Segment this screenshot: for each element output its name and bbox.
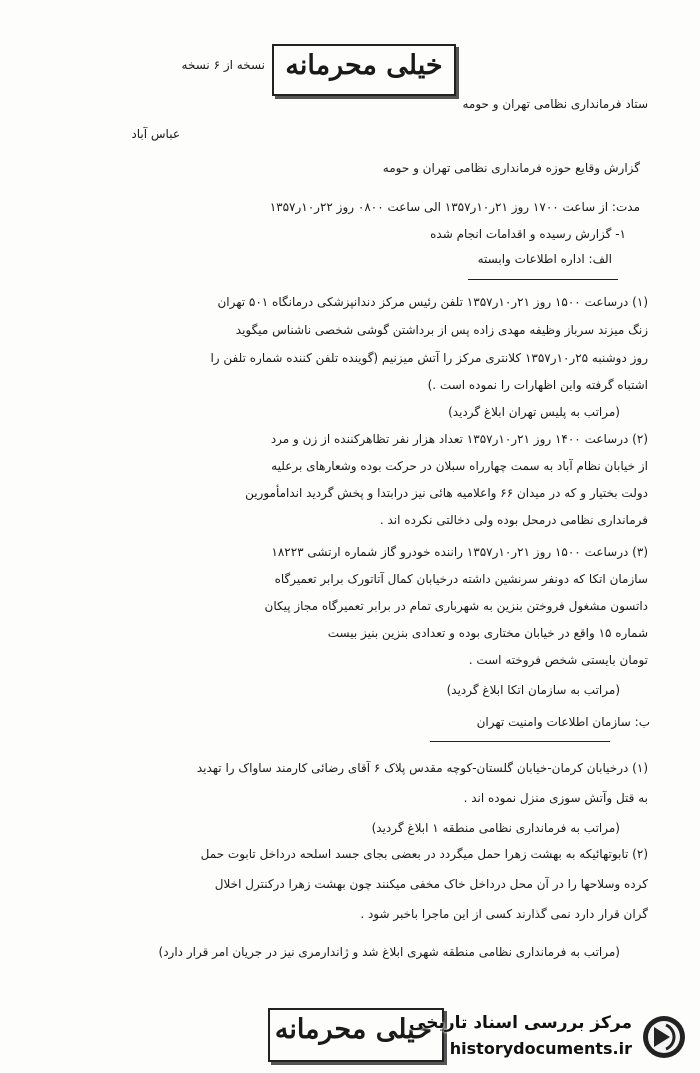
section-a-item-3-line-3: داتسون مشغول فروختن بنزین به شهرباری تمام در برابر تعمیرگاه مجاز پیکان xyxy=(264,599,648,613)
section-a-item-3-line-1: (۳) درساعت ۱۵۰۰ روز ۲۱ر۱۰ر۱۳۵۷ راننده خودرو گاز شماره ارتشی ۱۸۲۲۳ xyxy=(271,545,648,559)
section-a-item-1-line-2: زنگ میزند سرباز وظیفه مهدی زاده پس از برداشتن گوشی شخصی ناشناس میگوید xyxy=(235,323,648,337)
watermark-title: مرکز بررسی اسناد تاریخی xyxy=(409,1013,632,1033)
report-subject: ۱- گزارش رسیده و اقدامات انجام شده xyxy=(430,227,626,241)
section-b-heading: ب: سازمان اطلاعات وامنیت تهران xyxy=(476,715,650,729)
watermark-url: historydocuments.ir xyxy=(449,1039,632,1058)
section-a-underline xyxy=(468,279,618,280)
section-a-item-1-line-1: (۱) درساعت ۱۵۰۰ روز ۲۱ر۱۰ر۱۳۵۷ تلفن رئیس مرکز دندانپزشکی درمانگاه ۵۰۱ تهران xyxy=(217,295,648,309)
section-b-item-1-line-1: (۱) درخیابان کرمان-خیابان گلستان-کوچه مقدس پلاک ۶ آقای رضائی کارمند ساواک را تهدید xyxy=(196,761,648,775)
section-b-underline xyxy=(430,741,610,742)
section-b-item-1-line-2: به قتل وآتش سوزی منزل نموده اند . xyxy=(463,791,648,805)
issuer-line: ستاد فرمانداری نظامی تهران و حومه xyxy=(462,97,648,111)
copy-number-line: نسخه از ۶ نسخه xyxy=(181,58,265,72)
addressee-line: عباس آباد xyxy=(131,127,180,141)
archive-logo-icon xyxy=(640,1013,688,1061)
section-a-item-2-line-4: فرمانداری نظامی درمحل بوده ولی دخالتی نکرده اند . xyxy=(379,513,648,527)
report-title: گزارش وقایع حوزه فرمانداری نظامی تهران و حومه xyxy=(382,161,640,175)
section-a-item-3-line-4: شماره ۱۵ واقع در خیابان مختاری بوده و تعدادی بنزین بنیز بیست xyxy=(327,626,648,640)
section-a-item-1-line-4: اشتباه گرفته واین اظهارات را نموده است .) xyxy=(427,378,648,392)
section-a-item-3-line-5: تومان بایستی شخص فروخته است . xyxy=(468,653,648,667)
section-a-item-2-line-3: دولت بختیار و که در میدان ۶۶ واعلامیه هائی نیز درابتدا و پخش گردید اندامأمورین xyxy=(245,486,648,500)
section-b-item-2-line-4: (مراتب به فرمانداری نظامی منطقه شهری ابلاغ شد و ژاندارمری نیز در جریان امر قرار دارد) xyxy=(158,945,620,959)
section-a-item-3-line-6: (مراتب به سازمان اتکا ابلاغ گردید) xyxy=(446,683,620,697)
section-b-item-2-line-2: کرده وسلاحها را در آن محل درداخل خاک مخفی میکنند چون بهشت زهرا درکنترل اخلال xyxy=(214,877,648,891)
section-a-item-1-line-3: روز دوشنبه ۲۵ر۱۰ر۱۳۵۷ کلانتری مرکز را آتش میزنیم (گوینده تلفن کننده شماره تلفن را xyxy=(210,351,648,365)
classification-stamp-bottom: خیلی محرمانه xyxy=(268,1008,444,1062)
classification-stamp-top: خیلی محرمانه xyxy=(272,44,456,96)
section-a-heading: الف: اداره اطلاعات وابسته xyxy=(477,252,612,266)
section-b-item-2-line-3: گران قرار دارد نمی گذارند کسی از این ماجرا باخبر شود . xyxy=(360,907,648,921)
section-a-item-2-line-1: (۲) درساعت ۱۴۰۰ روز ۲۱ر۱۰ر۱۳۵۷ تعداد هزار نفر تظاهرکننده از زن و مرد xyxy=(270,432,648,446)
report-period: مدت: از ساعت ۱۷۰۰ روز ۲۱ر۱۰ر۱۳۵۷ الی ساعت ۰۸۰۰ روز ۲۲ر۱۰ر۱۳۵۷ xyxy=(269,200,640,214)
section-b-item-2-line-1: (۲) تابوتهائیکه به بهشت زهرا حمل میگردد در بعضی بجای جسد اسلحه درداخل تابوت حمل xyxy=(200,847,648,861)
section-b-item-1-line-3: (مراتب به فرمانداری نظامی منطقه ۱ ابلاغ گردید) xyxy=(371,821,620,835)
section-a-item-2-line-2: از خیابان نظام آباد به سمت چهارراه سبلان در حرکت بوده وشعارهای برعلیه xyxy=(271,459,648,473)
section-a-item-3-line-2: سازمان اتکا که دونفر سرنشین داشته درخیابان کمال آتاتورک برابر تعمیرگاه xyxy=(274,572,648,586)
archive-watermark xyxy=(398,1009,688,1067)
section-a-item-1-line-5: (مراتب به پلیس تهران ابلاغ گردید) xyxy=(448,405,620,419)
